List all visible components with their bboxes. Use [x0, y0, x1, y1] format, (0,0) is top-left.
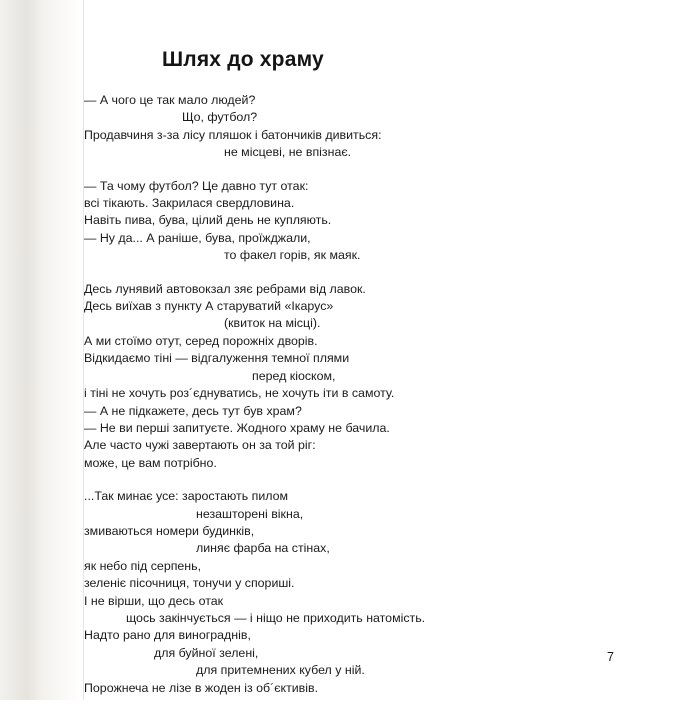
poem-stanza — [84, 92, 624, 162]
poem-line: Порожнеча не лізе в жоден із об´єктивів. — [84, 680, 319, 695]
poem-line: і тіні не хочуть роз´єднуватись, не хочуть іти в самоту. — [84, 386, 395, 401]
poem-stanza — [84, 281, 624, 472]
page-content — [84, 48, 624, 713]
poem-line: ...Так минає усе: заростають пилом — [84, 489, 289, 504]
poem-line: змиваються номери будинків, — [84, 523, 255, 538]
poem-line: не місцеві, не впізнає. — [224, 145, 352, 160]
poem-line: А ми стоїмо отут, серед порожніх дворів. — [84, 333, 318, 348]
poem-line: — А не підкажете, десь тут був храм? — [84, 403, 302, 418]
poem-line: перед кіоском, — [252, 368, 336, 383]
poem-line: може, це вам потрібно. — [84, 455, 217, 470]
poem-line: Навіть пива, бува, цілий день не купляють. — [84, 213, 332, 228]
poem-stanza — [84, 178, 624, 265]
poem-title: Шлях до храму — [162, 48, 324, 71]
poem-line: як небо під серпень, — [84, 558, 202, 573]
poem-line: щось закінчується — і ніщо не приходить натомість. — [126, 610, 426, 625]
page-number: 7 — [607, 650, 614, 664]
poem-line: — Не ви перші запитуєте. Жодного храму не бачила. — [84, 420, 390, 435]
poem-line: линяє фарба на стінах, — [196, 541, 330, 556]
poem-line: Надто рано для винограднів, — [84, 628, 251, 643]
poem-line: Що, футбол? — [182, 110, 258, 125]
poem-line: Десь лунявий автовокзал зяє ребрами від лавок. — [84, 281, 366, 296]
poem-line: зеленіє пісочниця, тонучи у спориші. — [84, 576, 295, 591]
poem-line: для притемнених кубел у ній. — [196, 663, 365, 678]
poem-line: — А чого це так мало людей? — [84, 93, 256, 107]
poem-line: незашторені вікна, — [196, 506, 304, 521]
poem-line: Відкидаємо тіні — відгалуження темної плями — [84, 351, 350, 366]
poem-line: (квиток на місці). — [224, 316, 321, 331]
poem-line: — Та чому футбол? Це давно тут отак: — [84, 178, 309, 193]
poem-line: всі тікають. Закрилася свердловина. — [84, 196, 295, 211]
poem-line: Продавчиня з-за лісу пляшок і батончиків дивиться: — [84, 127, 382, 142]
poem-line: — Ну да... А раніше, бува, проїжджали, — [84, 230, 311, 245]
poem-line: для буйної зелені, — [154, 645, 259, 660]
poem-line: І не вірши, що десь отак — [84, 593, 224, 608]
poem-stanza — [84, 488, 624, 697]
book-gutter-shadow — [0, 0, 84, 700]
poem-line: Але часто чужі завертають он за той ріг: — [84, 438, 316, 453]
poem-line: Десь виїхав з пункту А старуватий «Ікарус» — [84, 299, 334, 314]
poem-line: то факел горів, як маяк. — [224, 248, 361, 263]
poem-body — [84, 92, 624, 697]
